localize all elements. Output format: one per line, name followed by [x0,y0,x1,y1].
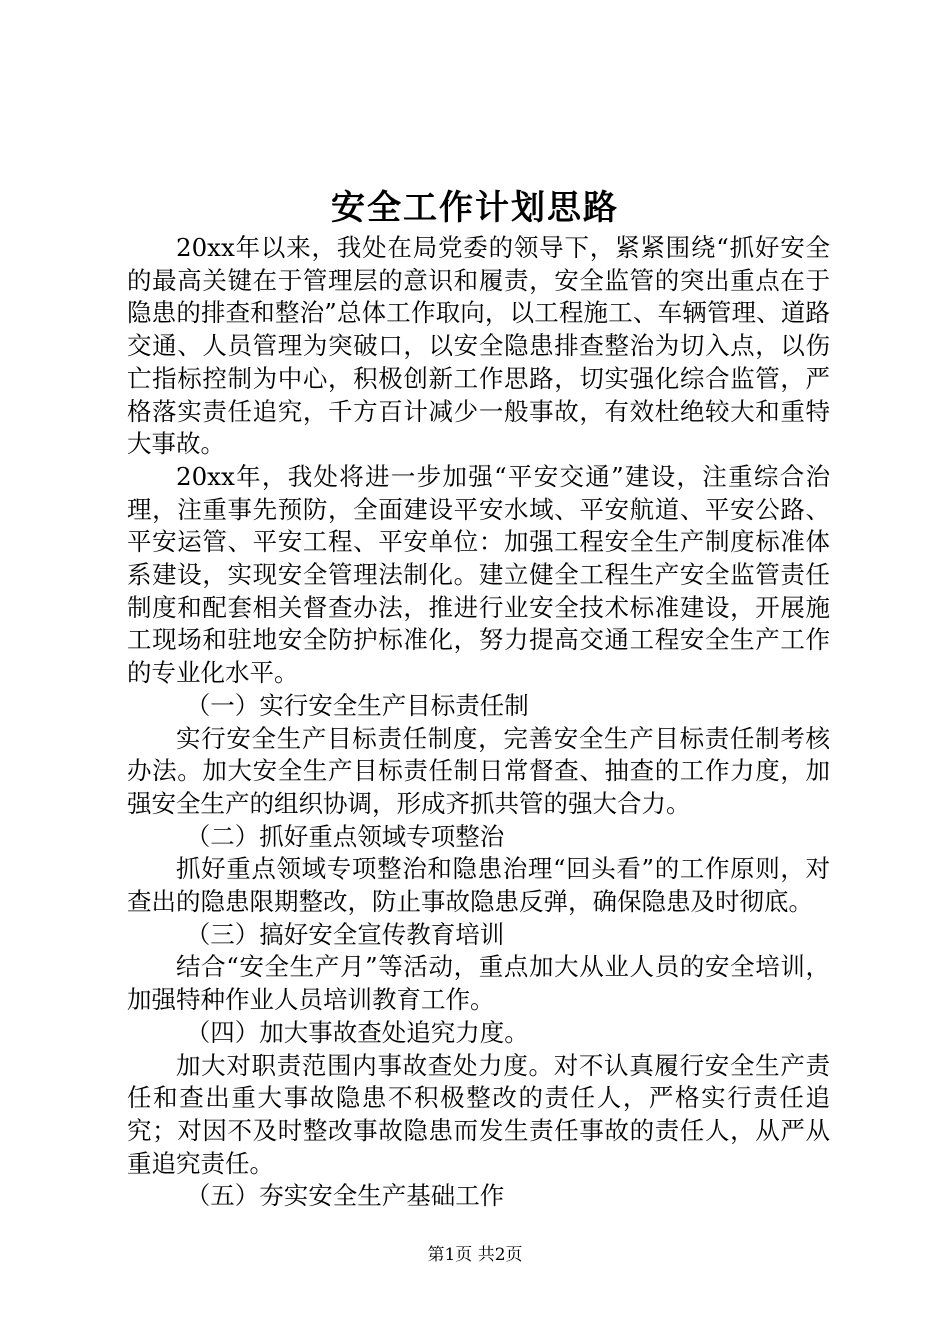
section-heading: （一）实行安全生产目标责任制 [185,690,529,720]
document-title: 安全工作计划思路 [331,188,619,228]
paragraph: 抓好重点领域专项整治和隐患治理“回头看”的工作原则，对查出的隐患限期整改，防止事故隐患反弹，确保隐患及时彻底。 [127,854,830,917]
paragraph: 20xx年，我处将进一步加强“平安交通”建设，注重综合治理，注重事先预防，全面建设平安水域、平安航道、平安公路、平安运管、平安工程、平安单位：加强工程安全生产制度标准体系建设，实现安全管理法制化。建立健全工程生产安全监管责任制度和配套相关督查办法，推进行业安全技术标准建设，开展施工现场和驻地安全防护标准化，努力提高交通工程安全生产工作的专业化水平。 [127,461,830,688]
paragraph: 实行安全生产目标责任制度，完善安全生产目标责任制考核办法。加大安全生产目标责任制日常督查、抽查的工作力度，加强安全生产的组织协调，形成齐抓共管的强大合力。 [127,723,830,818]
section-heading: （四）加大事故查处追究力度。 [185,1017,529,1047]
section-heading: （五）夯实安全生产基础工作 [185,1181,505,1211]
document-body [127,232,830,1213]
section-heading: （三）搞好安全宣传教育培训 [185,919,505,949]
paragraph: 20xx年以来，我处在局党委的领导下，紧紧围绕“抓好安全的最高关键在于管理层的意识和履责，安全监管的突出重点在于隐患的排查和整治”总体工作取向，以工程施工、车辆管理、道路交通、人员管理为突破口，以安全隐患排查整治为切入点，以伤亡指标控制为中心，积极创新工作思路，切实强化综合监管，严格落实责任追究，千方百计减少一般事故，有效杜绝较大和重特大事故。 [127,233,830,459]
paragraph: 加大对职责范围内事故查处力度。对不认真履行安全生产责任和查出重大事故隐患不积极整改的责任人，严格实行责任追究；对因不及时整改事故隐患而发生责任事故的责任人，从严从重追究责任。 [127,1050,830,1178]
paragraph: 结合“安全生产月”等活动，重点加大从业人员的安全培训，加强特种作业人员培训教育工作。 [127,952,830,1015]
section-heading: （二）抓好重点领域专项整治 [185,821,505,851]
page-footer: 第1页 共2页 [427,1245,523,1265]
